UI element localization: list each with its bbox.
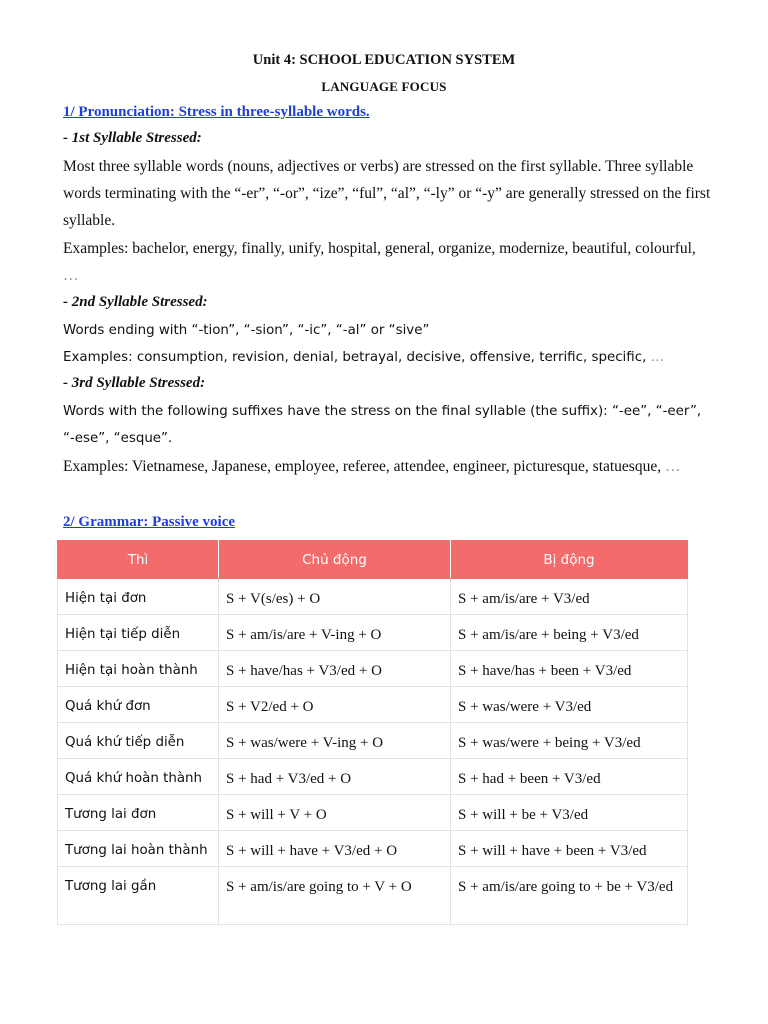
column-header-tense: Thì [58,541,219,579]
passive-cell: S + have/has + been + V3/ed [451,651,688,687]
examples-text: Examples: bachelor, energy, finally, unify, hospital, general, organize, modernize, beautiful, colourful, [63,240,696,257]
table-row [58,867,688,925]
ellipsis: … [650,350,664,365]
second-syllable-rule: Words ending with “-tion”, “-sion”, “-ic”, “-al” or “sive” [63,323,430,338]
pronunciation-heading: 1/ Pronunciation: Stress in three-syllable words. [63,104,370,120]
table-row [58,831,688,867]
active-cell: S + V(s/es) + O [219,579,451,615]
table-row [58,687,688,723]
table-row [58,795,688,831]
examples-text: Examples: Vietnamese, Japanese, employee, referee, attendee, engineer, picturesque, statuesque, [63,458,665,475]
tense-cell: Quá khứ tiếp diễn [58,723,219,759]
passive-voice-table [57,540,688,925]
tense-cell: Tương lai gần [58,867,219,925]
examples-text: Examples: consumption, revision, denial, betrayal, decisive, offensive, terrific, specific, [63,350,651,365]
passive-cell: S + am/is/are going to + be + V3/ed [451,867,688,925]
passive-cell: S + am/is/are + being + V3/ed [451,615,688,651]
passive-cell: S + had + been + V3/ed [451,759,688,795]
tense-cell: Tương lai đơn [58,795,219,831]
first-syllable-heading: - 1st Syllable Stressed: [63,130,202,146]
table-header-row [58,541,688,579]
third-syllable-examples [63,453,713,480]
first-syllable-rule: Most three syllable words (nouns, adjectives or verbs) are stressed on the first syllable. Three syllable words terminating with the “-er”, “-or”, “ize”, “ful”, “al”, “-ly” or “-y” are generally stressed on the first syllable. [63,158,711,229]
tense-cell: Hiện tại hoàn thành [58,651,219,687]
column-header-passive: Bị động [451,541,688,579]
active-cell: S + will + V + O [219,795,451,831]
tense-cell: Hiện tại đơn [58,579,219,615]
passive-cell: S + was/were + V3/ed [451,687,688,723]
active-cell: S + V2/ed + O [219,687,451,723]
tense-cell: Hiện tại tiếp diễn [58,615,219,651]
tense-cell: Quá khứ đơn [58,687,219,723]
second-syllable-examples [63,344,713,371]
active-cell: S + will + have + V3/ed + O [219,831,451,867]
passive-cell: S + was/were + being + V3/ed [451,723,688,759]
first-syllable-examples [63,235,713,289]
table-row [58,615,688,651]
active-cell: S + have/has + V3/ed + O [219,651,451,687]
passive-cell: S + will + be + V3/ed [451,795,688,831]
active-cell: S + was/were + V-ing + O [219,723,451,759]
table-row [58,579,688,615]
tense-cell: Quá khứ hoàn thành [58,759,219,795]
section-subtitle: LANGUAGE FOCUS [321,79,447,94]
table-row [58,723,688,759]
passive-cell: S + will + have + been + V3/ed [451,831,688,867]
table-row [58,651,688,687]
column-header-active: Chủ động [219,541,451,579]
second-syllable-heading: - 2nd Syllable Stressed: [63,294,208,310]
ellipsis: … [664,458,681,475]
third-syllable-heading: - 3rd Syllable Stressed: [63,375,206,391]
active-cell: S + am/is/are going to + V + O [219,867,451,925]
tense-cell: Tương lai hoàn thành [58,831,219,867]
third-syllable-rule: Words with the following suffixes have the stress on the final syllable (the suffix): “-ee”, “-eer”, “-ese”, “esque”. [63,404,702,446]
ellipsis: … [63,267,79,284]
active-cell: S + am/is/are + V-ing + O [219,615,451,651]
grammar-heading: 2/ Grammar: Passive voice [63,514,236,530]
passive-cell: S + am/is/are + V3/ed [451,579,688,615]
active-cell: S + had + V3/ed + O [219,759,451,795]
unit-title: Unit 4: SCHOOL EDUCATION SYSTEM [252,52,516,68]
table-row [58,759,688,795]
